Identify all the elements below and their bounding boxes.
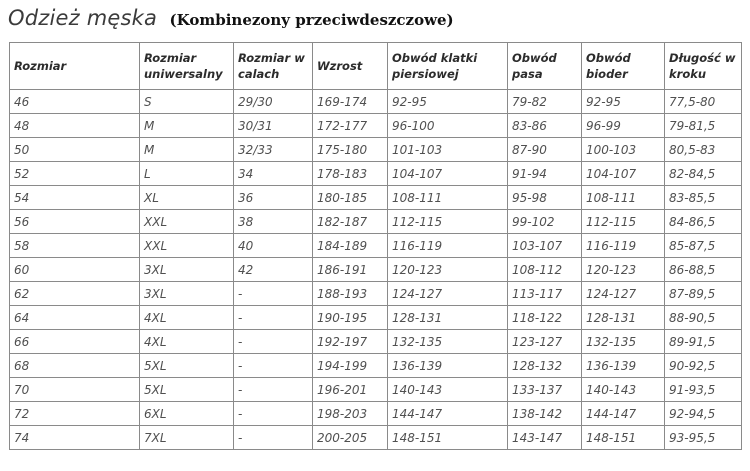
table-cell: 133-137 [508, 378, 582, 402]
table-cell: 92-94,5 [665, 402, 742, 426]
table-cell: 123-127 [508, 330, 582, 354]
table-cell: 140-143 [388, 378, 508, 402]
page-subtitle: (Kombinezony przeciwdeszczowe) [169, 11, 454, 29]
table-cell: XXL [140, 210, 234, 234]
table-cell: 87-90 [508, 138, 582, 162]
table-cell: 198-203 [313, 402, 388, 426]
header-wzrost: Wzrost [313, 43, 388, 90]
table-row [10, 282, 742, 306]
table-cell: 72 [10, 402, 140, 426]
table-cell: 89-91,5 [665, 330, 742, 354]
table-cell: 116-119 [388, 234, 508, 258]
table-body [10, 90, 742, 450]
table-cell: 172-177 [313, 114, 388, 138]
table-cell: 4XL [140, 306, 234, 330]
table-cell: 101-103 [388, 138, 508, 162]
table-cell: 5XL [140, 378, 234, 402]
header-obwod-pasa: Obwód pasa [508, 43, 582, 90]
table-cell: 128-132 [508, 354, 582, 378]
table-cell: 32/33 [234, 138, 313, 162]
table-cell: - [234, 402, 313, 426]
table-cell: S [140, 90, 234, 114]
table-cell: - [234, 354, 313, 378]
table-cell: 148-151 [388, 426, 508, 450]
table-cell: 148-151 [582, 426, 665, 450]
header-rozmiar-uniwersalny: Rozmiar uniwersalny [140, 43, 234, 90]
table-cell: 96-100 [388, 114, 508, 138]
table-cell: 113-117 [508, 282, 582, 306]
table-cell: 132-135 [582, 330, 665, 354]
table-cell: 108-111 [582, 186, 665, 210]
header-rozmiar: Rozmiar [10, 43, 140, 90]
table-cell: 34 [234, 162, 313, 186]
table-cell: 92-95 [582, 90, 665, 114]
table-cell: 60 [10, 258, 140, 282]
table-cell: 4XL [140, 330, 234, 354]
table-cell: 66 [10, 330, 140, 354]
table-cell: 88-90,5 [665, 306, 742, 330]
table-row [10, 402, 742, 426]
table-cell: 3XL [140, 258, 234, 282]
table-cell: 180-185 [313, 186, 388, 210]
table-cell: 120-123 [388, 258, 508, 282]
table-cell: 46 [10, 90, 140, 114]
table-cell: 80,5-83 [665, 138, 742, 162]
table-cell: 38 [234, 210, 313, 234]
table-row [10, 162, 742, 186]
table-cell: 91-93,5 [665, 378, 742, 402]
table-cell: 68 [10, 354, 140, 378]
table-cell: 82-84,5 [665, 162, 742, 186]
table-cell: M [140, 138, 234, 162]
table-cell: 58 [10, 234, 140, 258]
table-cell: 143-147 [508, 426, 582, 450]
table-cell: 64 [10, 306, 140, 330]
table-cell: 70 [10, 378, 140, 402]
table-cell: 186-191 [313, 258, 388, 282]
table-cell: 40 [234, 234, 313, 258]
table-cell: - [234, 306, 313, 330]
table-cell: 103-107 [508, 234, 582, 258]
table-cell: 178-183 [313, 162, 388, 186]
table-cell: 83-85,5 [665, 186, 742, 210]
table-cell: 52 [10, 162, 140, 186]
table-cell: 200-205 [313, 426, 388, 450]
table-cell: - [234, 330, 313, 354]
table-cell: 86-88,5 [665, 258, 742, 282]
table-cell: 108-112 [508, 258, 582, 282]
table-cell: 29/30 [234, 90, 313, 114]
table-cell: 54 [10, 186, 140, 210]
page-title-row [8, 6, 454, 30]
table-cell: 84-86,5 [665, 210, 742, 234]
table-cell: 136-139 [388, 354, 508, 378]
table-cell: 77,5-80 [665, 90, 742, 114]
table-row [10, 258, 742, 282]
table-cell: 188-193 [313, 282, 388, 306]
table-cell: XL [140, 186, 234, 210]
table-cell: 104-107 [388, 162, 508, 186]
header-dlugosc-w-kroku: Długość w kroku [665, 43, 742, 90]
table-cell: 90-92,5 [665, 354, 742, 378]
header-obwod-bioder: Obwód bioder [582, 43, 665, 90]
table-cell: 104-107 [582, 162, 665, 186]
table-row [10, 186, 742, 210]
table-row [10, 138, 742, 162]
table-cell: 190-195 [313, 306, 388, 330]
table-row [10, 210, 742, 234]
table-cell: 5XL [140, 354, 234, 378]
table-cell: 3XL [140, 282, 234, 306]
table-cell: 194-199 [313, 354, 388, 378]
table-row [10, 234, 742, 258]
table-cell: 169-174 [313, 90, 388, 114]
table-cell: 100-103 [582, 138, 665, 162]
table-cell: - [234, 378, 313, 402]
table-cell: 136-139 [582, 354, 665, 378]
table-cell: 192-197 [313, 330, 388, 354]
table-cell: 99-102 [508, 210, 582, 234]
table-cell: 196-201 [313, 378, 388, 402]
table-cell: 128-131 [582, 306, 665, 330]
table-cell: 138-142 [508, 402, 582, 426]
table-cell: 144-147 [582, 402, 665, 426]
table-cell: 6XL [140, 402, 234, 426]
table-cell: 124-127 [582, 282, 665, 306]
table-cell: 48 [10, 114, 140, 138]
table-cell: 120-123 [582, 258, 665, 282]
table-cell: 50 [10, 138, 140, 162]
table-cell: 140-143 [582, 378, 665, 402]
table-cell: 92-95 [388, 90, 508, 114]
table-row [10, 114, 742, 138]
table-cell: XXL [140, 234, 234, 258]
table-row [10, 306, 742, 330]
table-cell: 87-89,5 [665, 282, 742, 306]
table-cell: 112-115 [582, 210, 665, 234]
header-obwod-klatki: Obwód klatki piersiowej [388, 43, 508, 90]
table-cell: 128-131 [388, 306, 508, 330]
table-cell: 42 [234, 258, 313, 282]
table-cell: 30/31 [234, 114, 313, 138]
table-cell: 132-135 [388, 330, 508, 354]
table-cell: 95-98 [508, 186, 582, 210]
table-cell: 79-82 [508, 90, 582, 114]
table-cell: 175-180 [313, 138, 388, 162]
table-cell: 184-189 [313, 234, 388, 258]
table-cell: 79-81,5 [665, 114, 742, 138]
table-cell: 93-95,5 [665, 426, 742, 450]
page-title: Odzież męska [8, 6, 158, 30]
table-row [10, 426, 742, 450]
table-cell: 83-86 [508, 114, 582, 138]
table-cell: 56 [10, 210, 140, 234]
table-header-row [10, 43, 742, 90]
table-cell: L [140, 162, 234, 186]
table-cell: 182-187 [313, 210, 388, 234]
table-cell: 124-127 [388, 282, 508, 306]
table-cell: 118-122 [508, 306, 582, 330]
table-cell: 116-119 [582, 234, 665, 258]
table-cell: 7XL [140, 426, 234, 450]
table-cell: 36 [234, 186, 313, 210]
header-rozmiar-w-calach: Rozmiar w calach [234, 43, 313, 90]
table-cell: 91-94 [508, 162, 582, 186]
table-cell: M [140, 114, 234, 138]
table-cell: 74 [10, 426, 140, 450]
table-cell: 85-87,5 [665, 234, 742, 258]
table-cell: - [234, 426, 313, 450]
table-row [10, 354, 742, 378]
table-cell: - [234, 282, 313, 306]
table-row [10, 90, 742, 114]
table-cell: 62 [10, 282, 140, 306]
table-row [10, 330, 742, 354]
table-cell: 112-115 [388, 210, 508, 234]
size-table [9, 42, 742, 450]
table-cell: 144-147 [388, 402, 508, 426]
table-cell: 108-111 [388, 186, 508, 210]
table-cell: 96-99 [582, 114, 665, 138]
table-row [10, 378, 742, 402]
